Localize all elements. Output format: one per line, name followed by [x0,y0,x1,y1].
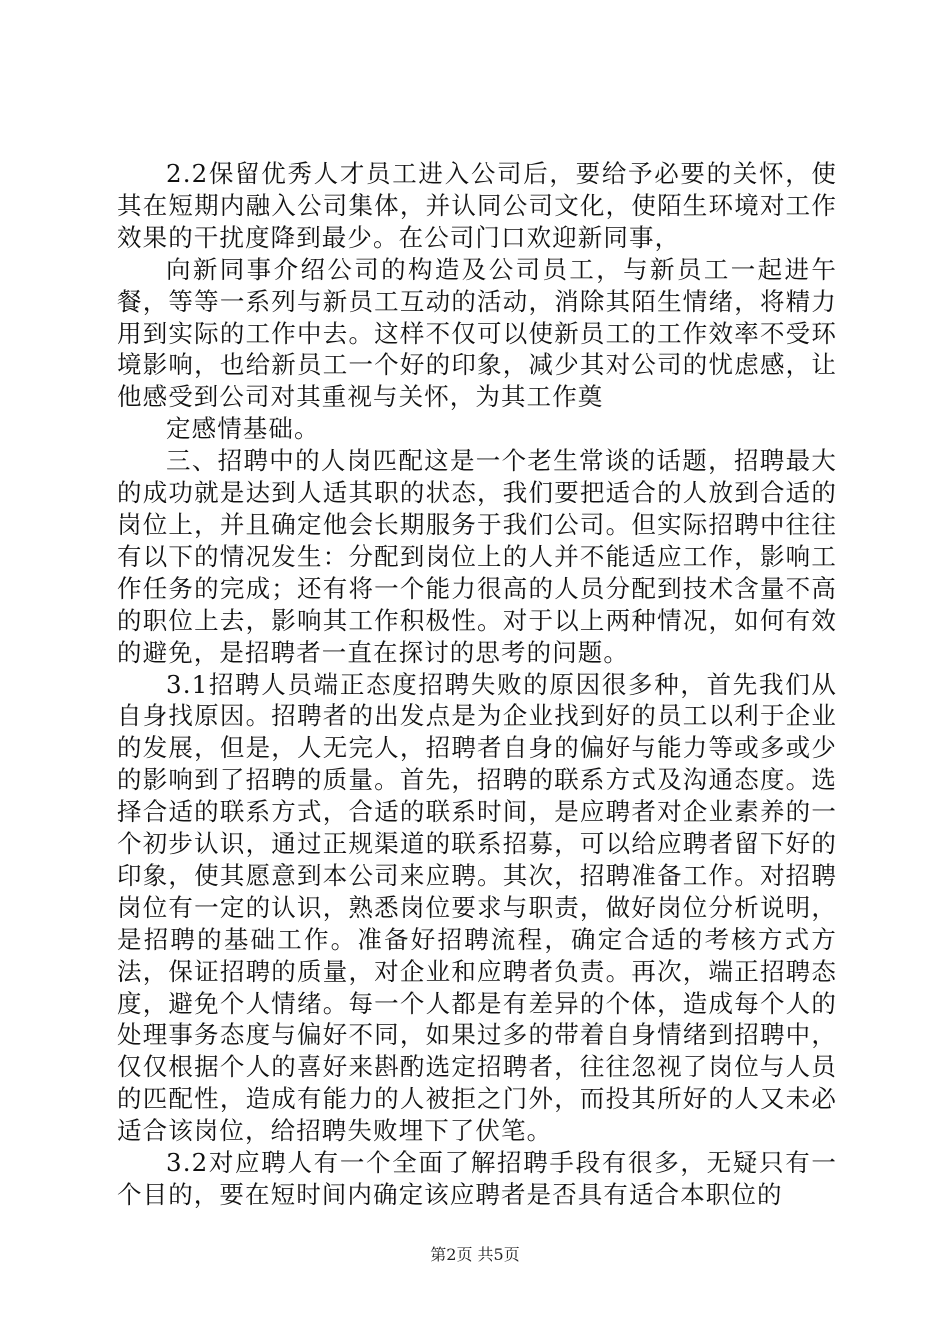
paragraph-2-2-retain-talent: 2.2保留优秀人才员工进入公司后，要给予必要的关怀，使其在短期内融入公司集体，并认同公司文化，使陌生环境对工作效果的干扰度降到最少。在公司门口欢迎新同事， [117,159,837,252]
paragraph-3-2-understand-applicant: 3.2对应聘人有一个全面了解招聘手段有很多，无疑只有一个目的，要在短时间内确定该应聘者是否具有适合本职位的 [117,1148,837,1209]
paragraph-3-person-job-match: 三、招聘中的人岗匹配这是一个老生常谈的话题，招聘最大的成功就是达到人适其职的状态，我们要把适合的人放到合适的岗位上，并且确定他会长期服务于我们公司。但实际招聘中往往有以下的情况发生：分配到岗位上的人并不能适应工作，影响工作任务的完成；还有将一个能力很高的人员分配到技术含量不高的职位上去，影响其工作积极性。对于以上两种情况，如何有效的避免，是招聘者一直在探讨的思考的问题。 [117,446,837,667]
paragraph-emotional-foundation: 定感情基础。 [166,414,320,444]
paragraph-3-1-recruiter-attitude: 3.1招聘人员端正态度招聘失败的原因很多种，首先我们从自身找原因。招聘者的出发点是为企业找到好的员工以利于企业的发展，但是，人无完人，招聘者自身的偏好与能力等或多或少的影响到了招聘的质量。首先，招聘的联系方式及沟通态度。选择合适的联系方式，合适的联系时间，是应聘者对企业素养的一个初步认识，通过正规渠道的联系招募，可以给应聘者留下好的印象，使其愿意到本公司来应聘。其次，招聘准备工作。对招聘岗位有一定的认识，熟悉岗位要求与职责，做好岗位分析说明，是招聘的基础工作。准备好招聘流程，确定合适的考核方式方法，保证招聘的质量，对企业和应聘者负责。再次，端正招聘态度，避免个人情绪。每一个人都是有差异的个体，造成每个人的处理事务态度与偏好不同，如果过多的带着自身情绪到招聘中，仅仅根据个人的喜好来斟酌选定招聘者，往往忽视了岗位与人员的匹配性，造成有能力的人被拒之门外，而投其所好的人又未必适合该岗位，给招聘失败埋下了伏笔。 [117,669,837,1146]
page-footer: 第2页 共5页 [430,1245,520,1264]
document-body [117,158,837,1211]
paragraph-introduce-colleagues: 向新同事介绍公司的构造及公司员工，与新员工一起进午餐，等等一系列与新员工互动的活动，消除其陌生情绪，将精力用到实际的工作中去。这样不仅可以使新员工的工作效率不受环境影响，也给新员工一个好的印象，减少其对公司的忧虑感，让他感受到公司对其重视与关怀，为其工作奠 [117,254,837,412]
